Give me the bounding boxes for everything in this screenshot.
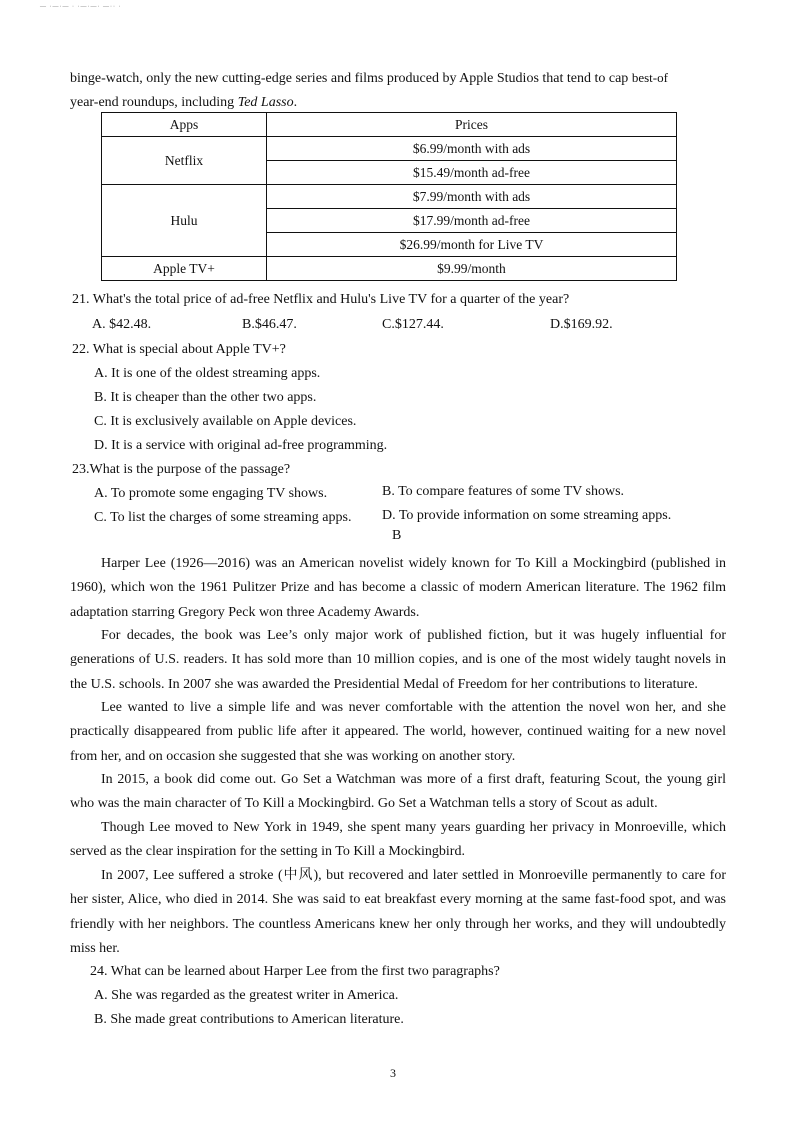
q22-option-a: A. It is one of the oldest streaming apps. <box>94 366 321 381</box>
passage-paragraph-4: In 2015, a book did come out. Go Set a Watchman was more of a first draft, featuring Scout, the young girl who was the main character of To Kill a Mockingbird. Go Set a Watchman tells a story of Scout as adult. <box>70 772 726 812</box>
price-table <box>101 112 677 281</box>
intro-show-title: Ted Lasso <box>237 95 294 110</box>
app-appletv: Apple TV+ <box>102 257 267 281</box>
app-hulu: Hulu <box>102 185 267 257</box>
q22-option-b: B. It is cheaper than the other two apps. <box>94 390 317 405</box>
page-number: 3 <box>390 1066 396 1080</box>
q21-option-b: B.$46.47. <box>242 317 297 332</box>
question-23-stem: 23.What is the purpose of the passage? <box>72 462 291 477</box>
passage-paragraph-6: In 2007, Lee suffered a stroke (中风), but recovered and later settled in Monroeville permanently to care for her sister, Alice, who died in 2014. She was said to eat breakfast every morning at the same fast-food spot, and was friendly with her neighbors. The countless Americans knew her only through her works, and they will undoubtedly miss her. <box>70 868 726 956</box>
price-cell: $7.99/month with ads <box>267 185 677 209</box>
header-prices: Prices <box>267 113 677 137</box>
header-apps: Apps <box>102 113 267 137</box>
q22-option-c: C. It is exclusively available on Apple devices. <box>94 414 357 429</box>
price-cell: $9.99/month <box>267 257 677 281</box>
app-netflix: Netflix <box>102 137 267 185</box>
price-cell: $15.49/month ad-free <box>267 161 677 185</box>
table-row <box>102 257 677 281</box>
q22-option-d: D. It is a service with original ad-free programming. <box>94 438 388 453</box>
question-24-stem: 24. What can be learned about Harper Lee from the first two paragraphs? <box>90 964 500 979</box>
price-cell: $26.99/month for Live TV <box>267 233 677 257</box>
price-cell: $17.99/month ad-free <box>267 209 677 233</box>
intro-line1: binge-watch, only the new cutting-edge series and films produced by Apple Studios that tend to cap <box>70 71 632 86</box>
q23-option-b: B. To compare features of some TV shows. <box>382 484 625 499</box>
passage-paragraph-2: For decades, the book was Lee’s only major work of published fiction, but it was hugely influential for generations of U.S. readers. It has sold more than 10 million copies, and is one of the most widely taught novels in the U.S. schools. In 2007 she was awarded the Presidential Medal of Freedom for her contributions to literature. <box>70 628 726 692</box>
intro-tail: best-of <box>631 70 668 85</box>
q24-option-a: A. She was regarded as the greatest writer in America. <box>94 988 399 1003</box>
intro-line2: year-end roundups, including <box>70 95 238 110</box>
section-label-b: B <box>392 528 402 543</box>
q21-option-c: C.$127.44. <box>382 317 444 332</box>
intro-text <box>70 66 736 115</box>
header-mark: — ·—·— · ·—·—· —·· · <box>40 4 122 10</box>
q23-option-d: D. To provide information on some streaming apps. <box>382 508 672 523</box>
q23-option-a: A. To promote some engaging TV shows. <box>94 486 328 501</box>
price-cell: $6.99/month with ads <box>267 137 677 161</box>
passage-paragraph-3: Lee wanted to live a simple life and was never comfortable with the attention the novel won her, and she practically disappeared from public life after it appeared. The world, however, continued waiting for a new novel from her, and on occasion she suggested that she was working on another story. <box>70 700 726 764</box>
table-header-row <box>102 113 677 137</box>
q21-option-a: A. $42.48. <box>92 317 152 332</box>
table-row <box>102 185 677 209</box>
question-21-stem: 21. What's the total price of ad-free Netflix and Hulu's Live TV for a quarter of the year? <box>72 292 570 307</box>
q21-option-d: D.$169.92. <box>550 317 613 332</box>
q23-option-c: C. To list the charges of some streaming apps. <box>94 510 352 525</box>
q24-option-b: B. She made great contributions to American literature. <box>94 1012 404 1027</box>
intro-end: . <box>293 95 298 110</box>
question-22-stem: 22. What is special about Apple TV+? <box>72 342 286 357</box>
table-row <box>102 137 677 161</box>
passage-paragraph-1: Harper Lee (1926—2016) was an American novelist widely known for To Kill a Mockingbird (published in 1960), which won the 1961 Pulitzer Prize and has become a classic of modern American literature. The 1962 film adaptation starring Gregory Peck won three Academy Awards. <box>70 556 726 620</box>
passage-paragraph-5: Though Lee moved to New York in 1949, she spent many years guarding her privacy in Monroeville, which served as the clear inspiration for the setting in To Kill a Mockingbird. <box>70 820 726 860</box>
